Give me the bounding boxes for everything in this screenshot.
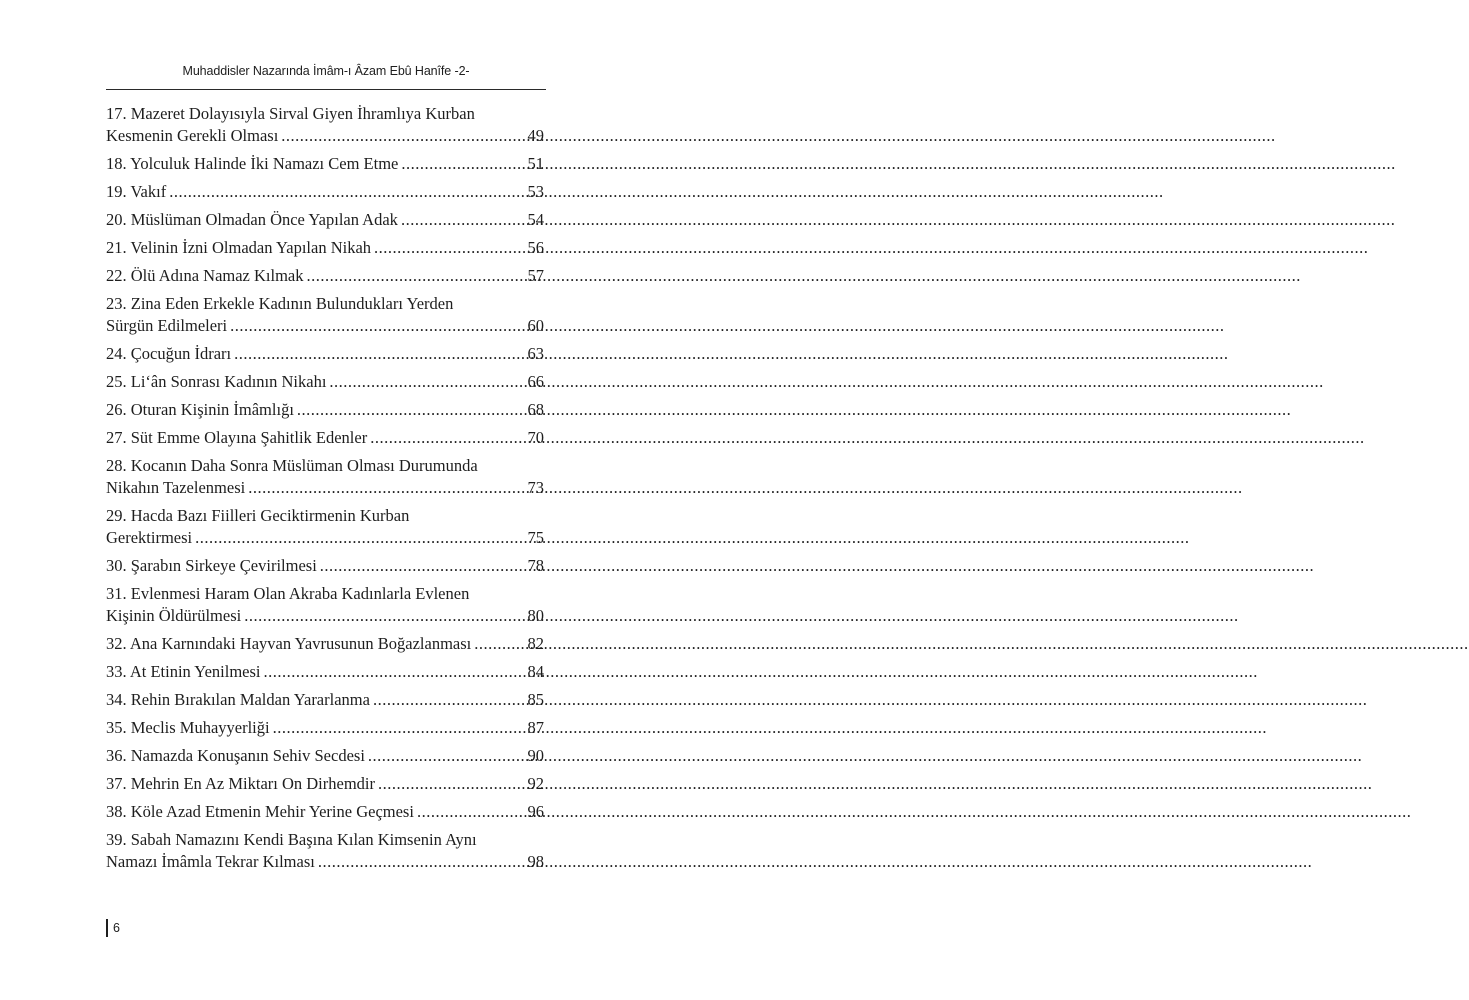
toc-entry bbox=[106, 555, 544, 577]
toc-page-number: 75 bbox=[527, 528, 544, 547]
table-of-contents bbox=[106, 103, 544, 879]
dot-leader bbox=[329, 371, 525, 393]
toc-entry-title: 27. Süt Emme Olayına Şahitlik Edenler bbox=[106, 428, 368, 447]
toc-page-number: 57 bbox=[527, 266, 544, 285]
toc-entry-title: 29. Hacda Bazı Fiilleri Geciktirmenin Kurban bbox=[106, 506, 410, 525]
toc-entry-title: 20. Müslüman Olmadan Önce Yapılan Adak bbox=[106, 210, 398, 229]
toc-page-number: 54 bbox=[527, 210, 544, 229]
toc-page-number: 80 bbox=[527, 606, 544, 625]
toc-entry bbox=[106, 633, 544, 655]
dot-leader bbox=[374, 237, 525, 259]
toc-entry-line bbox=[106, 315, 544, 337]
toc-entry bbox=[106, 293, 544, 337]
toc-entry-title: Sürgün Edilmeleri bbox=[106, 316, 228, 335]
toc-page-number: 78 bbox=[527, 556, 544, 575]
toc-entry-line bbox=[106, 265, 544, 287]
toc-page-number: 51 bbox=[527, 154, 544, 173]
toc-page-number: 85 bbox=[527, 690, 544, 709]
toc-page-number: 49 bbox=[527, 126, 544, 145]
toc-entry-line bbox=[106, 633, 544, 655]
toc-entry-line bbox=[106, 851, 544, 873]
dot-leader bbox=[373, 689, 526, 711]
toc-entry-title: 18. Yolculuk Halinde İki Namazı Cem Etme bbox=[106, 154, 399, 173]
toc-entry-line bbox=[106, 209, 544, 231]
toc-entry bbox=[106, 209, 544, 231]
toc-entry-title: 17. Mazeret Dolayısıyla Sirval Giyen İhramlıya Kurban bbox=[106, 104, 475, 123]
toc-entry-title: 39. Sabah Namazını Kendi Başına Kılan Kimsenin Aynı bbox=[106, 830, 477, 849]
dot-leader bbox=[370, 427, 525, 449]
toc-entry-title: 28. Kocanın Daha Sonra Müslüman Olması Durumunda bbox=[106, 456, 478, 475]
toc-entry-title: 30. Şarabın Sirkeye Çevirilmesi bbox=[106, 556, 317, 575]
toc-entry-title: Kesmenin Gerekli Olması bbox=[106, 126, 279, 145]
toc-entry-title: Namazı İmâmla Tekrar Kılması bbox=[106, 852, 315, 871]
toc-entry-line bbox=[106, 477, 544, 499]
toc-entry bbox=[106, 371, 544, 393]
dot-leader bbox=[320, 555, 526, 577]
toc-entry-line bbox=[106, 505, 544, 527]
dot-leader bbox=[318, 851, 526, 873]
dot-leader bbox=[169, 181, 525, 203]
toc-entry-title: 19. Vakıf bbox=[106, 182, 167, 201]
page-number: 6 bbox=[113, 921, 120, 935]
toc-entry-title: 32. Ana Karnındaki Hayvan Yavrusunun Boğazlanması bbox=[106, 634, 472, 653]
toc-entry bbox=[106, 153, 544, 175]
dot-leader bbox=[248, 477, 525, 499]
toc-entry-line bbox=[106, 773, 544, 795]
dot-leader bbox=[417, 801, 526, 823]
toc-entry-line bbox=[106, 717, 544, 739]
toc-entry-line bbox=[106, 343, 544, 365]
toc-entry-line bbox=[106, 689, 544, 711]
toc-page-number: 73 bbox=[527, 478, 544, 497]
toc-entry-title: 35. Meclis Muhayyerliği bbox=[106, 718, 270, 737]
toc-entry-title: 21. Velinin İzni Olmadan Yapılan Nikah bbox=[106, 238, 372, 257]
toc-page-number: 66 bbox=[527, 372, 544, 391]
toc-entry-title: 31. Evlenmesi Haram Olan Akraba Kadınlarla Evlenen bbox=[106, 584, 470, 603]
dot-leader bbox=[195, 527, 525, 549]
dot-leader bbox=[273, 717, 526, 739]
toc-entry-line bbox=[106, 181, 544, 203]
dot-leader bbox=[263, 661, 525, 683]
toc-entry-line bbox=[106, 829, 544, 851]
toc-entry-title: 36. Namazda Konuşanın Sehiv Secdesi bbox=[106, 746, 365, 765]
toc-entry-title: 34. Rehin Bırakılan Maldan Yararlanma bbox=[106, 690, 370, 709]
toc-entry-line bbox=[106, 745, 544, 767]
toc-entry-line bbox=[106, 527, 544, 549]
toc-entry bbox=[106, 505, 544, 549]
toc-entry-line bbox=[106, 293, 544, 315]
toc-entry-line bbox=[106, 661, 544, 683]
toc-page-number: 70 bbox=[527, 428, 544, 447]
page-footer bbox=[106, 918, 120, 938]
toc-entry bbox=[106, 455, 544, 499]
toc-entry bbox=[106, 103, 544, 147]
toc-page-number: 84 bbox=[527, 662, 544, 681]
toc-entry bbox=[106, 237, 544, 259]
toc-entry-title: 38. Köle Azad Etmenin Mehir Yerine Geçmesi bbox=[106, 802, 414, 821]
toc-entry bbox=[106, 427, 544, 449]
toc-entry-line bbox=[106, 555, 544, 577]
toc-entry-line bbox=[106, 371, 544, 393]
toc-entry-title: 37. Mehrin En Az Miktarı On Dirhemdir bbox=[106, 774, 375, 793]
toc-entry-title: 22. Ölü Adına Namaz Kılmak bbox=[106, 266, 304, 285]
toc-entry-line bbox=[106, 801, 544, 823]
toc-entry-line bbox=[106, 427, 544, 449]
header-rule bbox=[106, 89, 546, 90]
toc-entry-line bbox=[106, 153, 544, 175]
toc-entry-line bbox=[106, 399, 544, 421]
toc-entry-line bbox=[106, 455, 544, 477]
toc-entry-line bbox=[106, 237, 544, 259]
toc-page-number: 92 bbox=[527, 774, 544, 793]
toc-entry bbox=[106, 773, 544, 795]
dot-leader bbox=[401, 209, 526, 231]
dot-leader bbox=[281, 125, 525, 147]
dot-leader bbox=[297, 399, 526, 421]
toc-entry-title: Nikahın Tazelenmesi bbox=[106, 478, 246, 497]
dot-leader bbox=[368, 745, 526, 767]
dot-leader bbox=[378, 773, 526, 795]
toc-page-number: 96 bbox=[527, 802, 544, 821]
toc-entry bbox=[106, 689, 544, 711]
toc-page-number: 90 bbox=[527, 746, 544, 765]
running-header-title: Muhaddisler Nazarında İmâm-ı Âzam Ebû Hanîfe -2- bbox=[182, 64, 470, 78]
dot-leader bbox=[307, 265, 526, 287]
toc-entry-line bbox=[106, 605, 544, 627]
toc-page-number: 53 bbox=[527, 182, 544, 201]
toc-page-number: 68 bbox=[527, 400, 544, 419]
toc-entry bbox=[106, 265, 544, 287]
toc-page-number: 87 bbox=[527, 718, 544, 737]
toc-entry-line bbox=[106, 103, 544, 125]
dot-leader bbox=[234, 343, 525, 365]
toc-entry bbox=[106, 181, 544, 203]
toc-entry bbox=[106, 343, 544, 365]
toc-entry-title: Kişinin Öldürülmesi bbox=[106, 606, 242, 625]
toc-entry bbox=[106, 717, 544, 739]
toc-entry bbox=[106, 829, 544, 873]
toc-entry bbox=[106, 745, 544, 767]
toc-entry bbox=[106, 801, 544, 823]
toc-entry bbox=[106, 661, 544, 683]
toc-entry-title: 24. Çocuğun İdrarı bbox=[106, 344, 232, 363]
toc-entry-title: 26. Oturan Kişinin İmâmlığı bbox=[106, 400, 294, 419]
toc-page-number: 60 bbox=[527, 316, 544, 335]
dot-leader bbox=[474, 633, 525, 655]
toc-entry-title: 33. At Etinin Yenilmesi bbox=[106, 662, 261, 681]
toc-page-number: 98 bbox=[527, 852, 544, 871]
toc-entry-title: Gerektirmesi bbox=[106, 528, 193, 547]
toc-entry-line bbox=[106, 125, 544, 147]
toc-entry bbox=[106, 399, 544, 421]
toc-entry-title: 23. Zina Eden Erkekle Kadının Bulundukları Yerden bbox=[106, 294, 454, 313]
toc-page-number: 56 bbox=[527, 238, 544, 257]
dot-leader bbox=[244, 605, 525, 627]
toc-page-number: 82 bbox=[527, 634, 544, 653]
toc-page-number: 63 bbox=[527, 344, 544, 363]
folio-bar bbox=[106, 919, 108, 937]
dot-leader bbox=[230, 315, 525, 337]
toc-entry-title: 25. Li‘ân Sonrası Kadının Nikahı bbox=[106, 372, 327, 391]
dot-leader bbox=[401, 153, 525, 175]
toc-entry-line bbox=[106, 583, 544, 605]
toc-entry bbox=[106, 583, 544, 627]
